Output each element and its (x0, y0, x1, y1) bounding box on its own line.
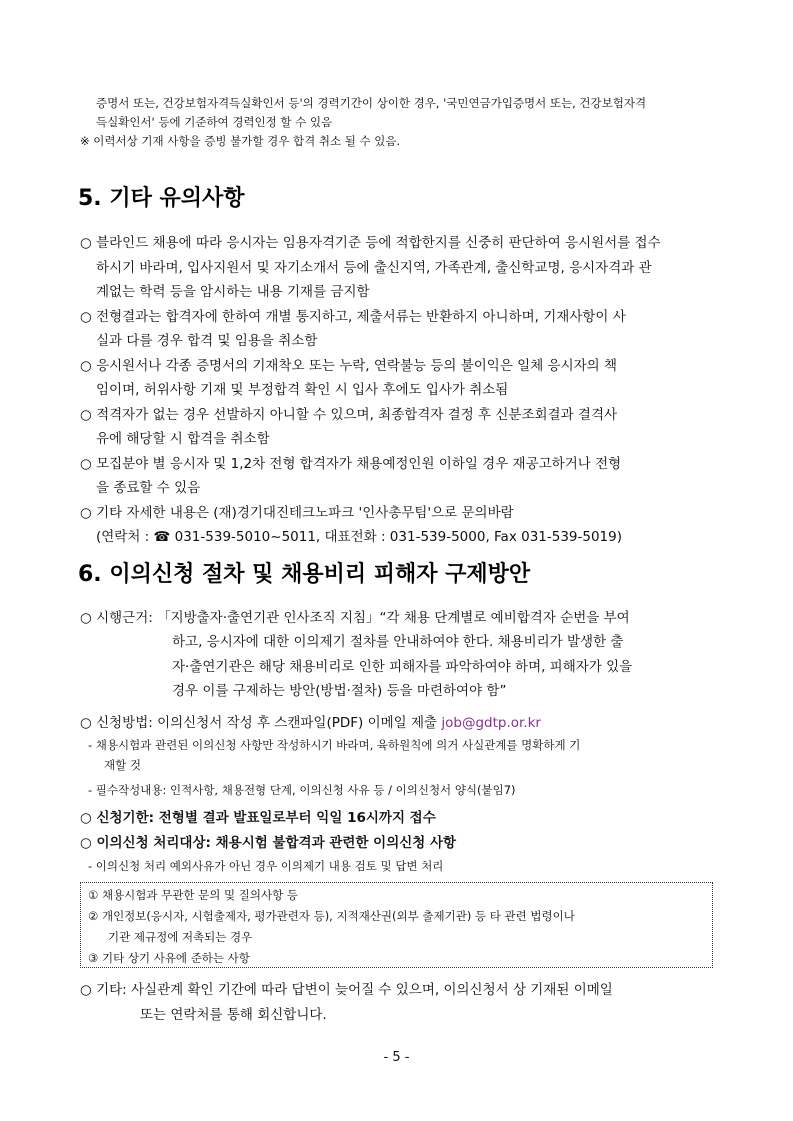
section-5-item: 을 종료할 수 있음 (96, 480, 201, 496)
basis-line: 하고, 응시자에 대한 이의제기 절차를 안내하여야 한다. 채용비리가 발생한 출 (172, 634, 624, 650)
section-5-item: 하시기 바라며, 입사지원서 및 자기소개서 등에 출신지역, 가족관계, 출신학교명, 응시자격과 관 (96, 260, 652, 276)
deadline-line: ○ 신청기한: 전형별 결과 발표일로부터 익일 16시까지 접수 (80, 810, 436, 826)
basis-line: 자·출연기관은 해당 채용비리로 인한 피해자를 파악하여야 하며, 피해자가 있을 (172, 659, 633, 675)
method-sub: 재할 것 (104, 758, 141, 772)
page-number: - 5 - (383, 1050, 410, 1065)
section-5-item: ○ 모집분야 별 응시자 및 1,2차 전형 합격자가 채용예정인원 이하일 경우 재공고하거나 전형 (80, 456, 622, 472)
method-sub: - 필수작성내용: 인적사항, 채용전형 단계, 이의신청 사유 등 / 이의신청서 양식(붙임7) (88, 783, 516, 797)
section-5-item: ○ 전형결과는 합격자에 한하여 개별 통지하고, 제출서류는 반환하지 아니하며, 기재사항이 사 (80, 309, 626, 325)
section-5-item: ○ 블라인드 채용에 따라 응시자는 임용자격기준 등에 적합한지를 신중히 판단하여 응시원서를 접수 (80, 235, 661, 251)
note-line: 증명서 또는, 건강보험자격득실확인서 등'의 경력기간이 상이한 경우, '국민연금가입증명서 또는, 건강보험자격 (96, 96, 647, 110)
exception-item: 기관 제규정에 저촉되는 경우 (108, 930, 253, 944)
note-line: 득실확인서' 등에 기준하여 경력인정 할 수 있음 (96, 115, 333, 129)
section-5-item: 계없는 학력 등을 암시하는 내용 기재를 금지함 (96, 284, 370, 300)
section-5-item: ○ 응시원서나 각종 증명서의 기재착오 또는 누락, 연락불능 등의 불이익은 일체 응시자의 책 (80, 358, 618, 374)
email-link[interactable]: job@gdtp.or.kr (441, 715, 541, 731)
section-5-item: 임이며, 허위사항 기재 및 부정합격 확인 시 입사 후에도 입사가 취소됨 (96, 382, 509, 398)
section-6-title: 6. 이의신청 절차 및 채용비리 피해자 구제방안 (78, 562, 531, 587)
exception-item: ① 채용시험과 무관한 문의 및 질의사항 등 (88, 888, 298, 902)
method-label: ○ 신청방법: 이의신청서 작성 후 스캔파일(PDF) 이메일 제출 (80, 715, 442, 731)
target-sub: - 이의신청 처리 예외사유가 아닌 경우 이의제기 내용 검토 및 답변 처리 (88, 859, 444, 873)
basis-line: ○ 시행근거: 「지방출자·출연기관 인사조직 지침」“각 채용 단계별로 예비합격자 순번을 부여 (80, 610, 630, 626)
target-line: ○ 이의신청 처리대상: 채용시험 불합격과 관련한 이의신청 사항 (80, 835, 457, 851)
section-5-item: ○ 기타 자세한 내용은 (재)경기대진테크노파크 '인사총무팀'으로 문의바람 (80, 505, 514, 521)
section-5-item: 유에 해당할 시 합격을 취소함 (96, 431, 270, 447)
exception-item: ③ 기타 상기 사유에 준하는 사항 (88, 951, 250, 965)
section-5-title: 5. 기타 유의사항 (78, 186, 245, 211)
contact-info: (연락처 : ☎ 031-539-5010~5011, 대표전화 : 031-539-5000, Fax 031-539-5019) (96, 529, 623, 545)
method-sub: - 채용시험과 관련된 이의신청 사항만 작성하시기 바라며, 육하원칙에 의거 사실관계를 명확하게 기 (88, 738, 581, 752)
method-line (80, 711, 541, 731)
note-warning: ※ 이력서상 기재 사항을 증빙 불가할 경우 합격 취소 될 수 있음. (80, 134, 401, 148)
basis-line: 경우 이를 구제하는 방안(방법·절차) 등을 마련하여야 함” (172, 683, 507, 699)
other-line: 또는 연락처를 통해 회신합니다. (140, 1007, 327, 1023)
section-5-item: 실과 다를 경우 합격 및 임용을 취소함 (96, 333, 318, 349)
other-line: ○ 기타: 사실관계 확인 기간에 따라 답변이 늦어질 수 있으며, 이의신청서 상 기재된 이메일 (80, 982, 613, 998)
exception-item: ② 개인정보(응시자, 시험출제자, 평가관련자 등), 지적재산권(외부 출제기관) 등 타 관련 법령이나 (88, 909, 575, 923)
section-5-item: ○ 적격자가 없는 경우 선발하지 아니할 수 있으며, 최종합격자 결정 후 신분조회결과 결격사 (80, 407, 618, 423)
